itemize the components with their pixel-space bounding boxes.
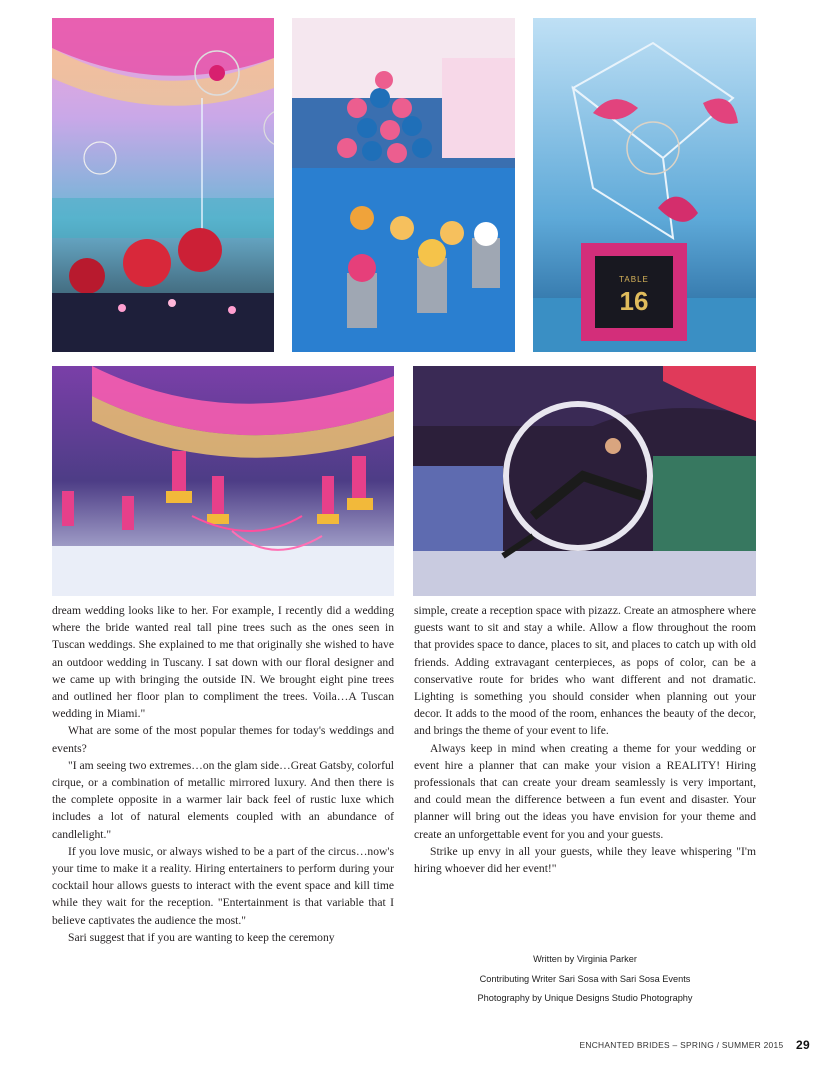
article-paragraph: "I am seeing two extremes…on the glam side…Great Gatsby, colorful cirque, or a combination of metallic mirrored luxury. And then there is the complete opposite in a warmer lair back feel of rustic luxe which includes a lot of natural elements coupled with an abundance of candlelight."	[52, 758, 394, 841]
article-paragraph: Strike up envy in all your guests, while they leave whispering "I'm hiring whoever did her event!"	[414, 844, 756, 876]
article-paragraph: If you love music, or always wished to be a part of the circus…now's your time to make it a reality. Hiring entertainers to perform during your cocktail hour allows guests to interact with the event space and kill time while they wait for the reception. "Entertainment is that variable that I believe captivates the audience the most."	[52, 844, 394, 927]
photography-credit: Photography by Unique Designs Studio Photography	[477, 993, 693, 1003]
page-footer	[540, 1038, 810, 1052]
article-paragraph: What are some of the most popular themes for today's weddings and events?	[52, 724, 394, 755]
table-label: TABLE	[619, 275, 649, 284]
ballroom-centerpieces-photo	[52, 18, 274, 352]
issue-label: – SPRING / SUMMER 2015	[672, 1040, 784, 1050]
written-by-credit: Written by Virginia Parker	[533, 954, 637, 964]
article-paragraph: simple, create a reception space with pizazz. Create an atmosphere where guests want to sit and stay a while. Allow a flow throughout the room that provides space to dance, places to sit, and places to catch up with old friends. Adding extravagant centerpieces, as pops of color, can be a conservative route for brides who want different and not dramatic. Lighting is something you should consider when planning out your decor. It adds to the mood of the room, enhances the beauty of the decor, and brings the theme of your event to life.	[414, 604, 756, 738]
article-column-right	[414, 602, 756, 877]
hoop-performer-photo	[413, 366, 756, 596]
magazine-name: ENCHANTED BRIDES	[579, 1040, 670, 1050]
table-number: 16	[619, 286, 649, 316]
circus-dancers-photo	[52, 366, 394, 596]
article-paragraph: Always keep in mind when creating a theme for your wedding or event hire a planner that can make your vision a REALITY! Hiring professionals that can create your dream seamlessly is very important, and could mean the difference between a fun event and disaster. Your planner will bring out the ideas you have envision for your theme and create an unforgettable event for you and your guests.	[414, 741, 756, 841]
table-number-centerpiece-photo	[533, 18, 756, 352]
dessert-table-macarons-photo	[292, 18, 515, 352]
article-paragraph: dream wedding looks like to her. For example, I recently did a wedding where the bride wanted real tall pine trees such as the ones seen in Tuscan weddings. She explained to me that originally she wished to have an outdoor wedding in Tuscany. I sat down with our floral designer and we came up with bringing the outside IN. We brought eight pine trees and outlined her floor plan to compliment the trees. Voila…A Tuscan wedding in Miami."	[52, 604, 394, 721]
article-credits	[414, 950, 756, 1009]
page-number: 29	[796, 1038, 810, 1052]
article-column-left	[52, 602, 394, 946]
contributing-writer-credit: Contributing Writer Sari Sosa with Sari Sosa Events	[479, 973, 691, 984]
article-paragraph: Sari suggest that if you are wanting to keep the ceremony	[68, 930, 335, 944]
